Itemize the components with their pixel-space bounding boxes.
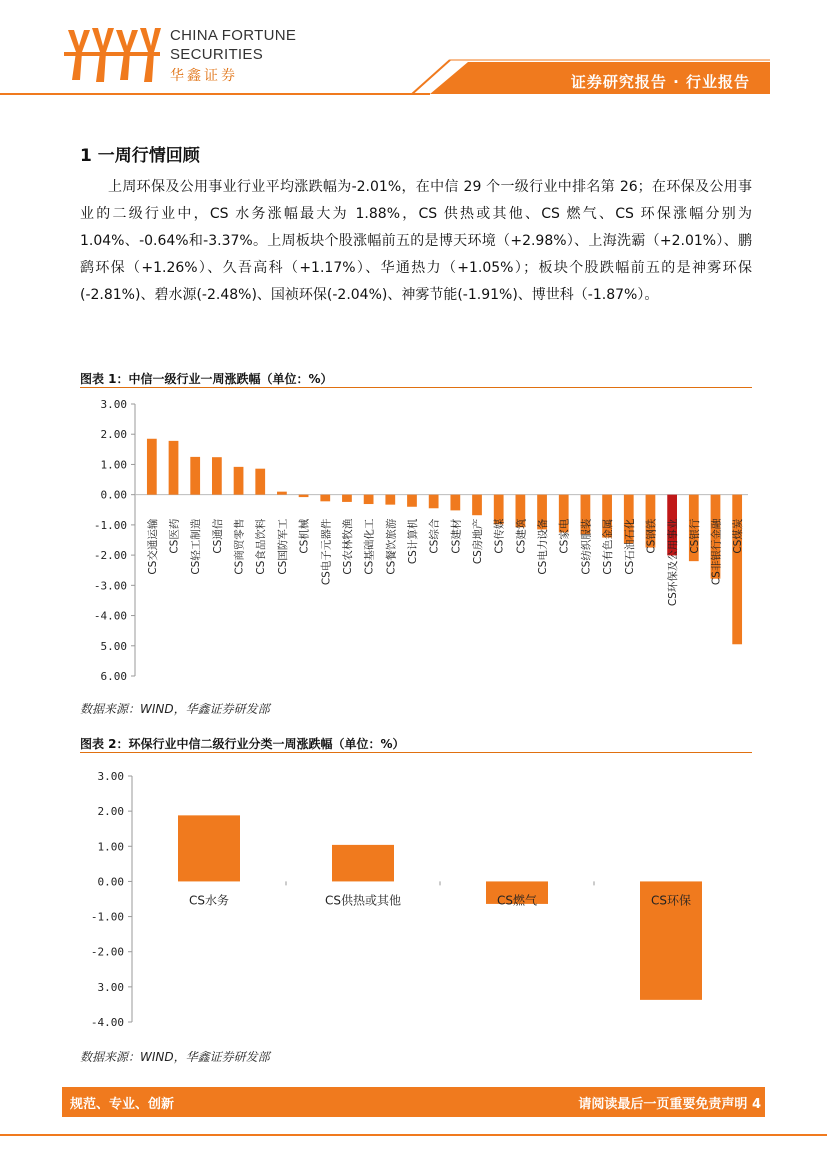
x-tick-label: CS综合 [428, 518, 441, 554]
x-tick-label: CS国防军工 [276, 518, 289, 575]
x-tick-label: CS农林牧渔 [341, 518, 354, 575]
bar [450, 495, 460, 511]
y-tick-label: 1.00 [97, 840, 124, 854]
x-tick-label: CS银行 [688, 518, 701, 554]
bar [277, 492, 287, 495]
bar [255, 469, 265, 495]
industry-weekly-change-chart [80, 392, 752, 692]
x-tick-label: CS传媒 [493, 518, 506, 554]
y-tick-label: 2.00 [100, 428, 127, 442]
summary-paragraph: 上周环保及公用事业行业平均涨跌幅为-2.01%，在中信 29 个一级行业中排名第 26；在环保及公用事业的二级行业中，CS 水务涨幅最大为 1.88%，CS 供热或其他、CS 燃气、CS 环保涨幅分别为 1.04%、-0.64%和-3.37%。上周板块个股涨幅前五的是博天环境（+2.98%）、上海洗霸（+2.01%）、鹏鹞环保（+1.26%）、久吾高科（+1.17%）、华通热力（+1.05%）；板块个股跌幅前五的是神雾环保(-2.81%)、碧水源(-2.48%)、国祯环保(-2.04%)、神雾节能(-1.91%)、博世科（-1.87%）。 [80, 179, 752, 303]
bar [732, 495, 745, 645]
bar [332, 845, 394, 882]
x-tick-label: CS建筑 [515, 518, 528, 554]
x-tick-label: CS燃气 [497, 893, 537, 908]
y-tick-label: -3.00 [93, 579, 127, 593]
figure1-title: 图表 1：中信一级行业一周涨跌幅（单位：%） [80, 372, 333, 386]
x-tick-label: CS钢铁 [645, 518, 658, 554]
bar [429, 495, 439, 509]
y-tick-label: 3.00 [100, 398, 127, 411]
bar [212, 457, 222, 494]
y-tick-label: -4.00 [90, 1016, 124, 1029]
x-tick-label: CS餐饮旅游 [385, 518, 398, 575]
y-tick-label: 3.00 [97, 980, 124, 994]
x-tick-label: CS计算机 [406, 518, 419, 565]
y-tick-label: -1.00 [93, 518, 127, 532]
figure2-title: 图表 2：环保行业中信二级行业分类一周涨跌幅（单位：%） [80, 737, 405, 751]
report-type-label: 证券研究报告 · 行业报告 [570, 73, 750, 91]
y-tick-label: -1.00 [90, 910, 124, 924]
x-tick-label: CS纺织服装 [580, 518, 593, 575]
x-tick-label: CS供热或其他 [325, 893, 401, 908]
logo-cn: 华鑫证券 [170, 67, 238, 83]
x-tick-label: CS食品饮料 [255, 518, 268, 575]
logo-en-line2: SECURITIES [170, 46, 264, 63]
env-subindustry-change-chart [80, 760, 752, 1040]
y-tick-label: -4.00 [93, 609, 127, 623]
figure1-rule [80, 387, 752, 388]
figure2-source: 数据来源：WIND，华鑫证券研发部 [80, 1050, 270, 1064]
x-tick-label: CS交通运输 [146, 518, 159, 575]
bar [234, 467, 244, 495]
bar [472, 495, 482, 516]
x-tick-label: CS非银行金融 [710, 518, 723, 586]
logo-en-line1: CHINA FORTUNE [170, 27, 297, 44]
bar [342, 495, 352, 502]
bar [169, 441, 179, 495]
y-tick-label: 6.00 [100, 670, 127, 683]
x-tick-label: CS家电 [558, 518, 571, 554]
y-tick-label: 0.00 [100, 488, 127, 502]
bar [178, 815, 240, 881]
x-tick-label: CS基础化工 [363, 518, 376, 575]
bar [190, 457, 200, 495]
bar [407, 495, 417, 507]
x-tick-label: CS水务 [189, 893, 229, 908]
x-tick-label: CS轻工制造 [190, 518, 203, 575]
figure2-rule [80, 752, 752, 753]
x-tick-label: CS医药 [168, 518, 181, 554]
footer-slogan: 规范、专业、创新 [70, 1097, 175, 1112]
y-tick-label: 5.00 [100, 639, 127, 653]
x-tick-label: CS环保及公用事业 [667, 518, 680, 607]
y-tick-label: 1.00 [100, 458, 127, 472]
bar [320, 495, 330, 502]
x-tick-label: CS房地产 [472, 518, 485, 565]
footer-disclaimer-note: 请阅读最后一页重要免责声明 4 [578, 1097, 761, 1112]
x-tick-label: CS煤炭 [732, 518, 745, 554]
y-tick-label: -2.00 [93, 549, 127, 563]
x-tick-label: CS机械 [298, 518, 311, 554]
x-tick-label: CS通信 [211, 518, 224, 554]
x-tick-label: CS电力设备 [537, 518, 550, 575]
y-tick-label: 3.00 [97, 770, 124, 783]
x-tick-label: CS有色金属 [602, 518, 615, 575]
bar [385, 495, 395, 505]
x-tick-label: CS商贸零售 [233, 518, 246, 575]
figure1-source: 数据来源：WIND，华鑫证券研发部 [80, 702, 270, 716]
bar [364, 495, 374, 504]
y-tick-label: 2.00 [97, 805, 124, 819]
x-tick-label: CS环保 [651, 893, 691, 908]
section-title: 1 一周行情回顾 [80, 146, 200, 166]
bar [299, 495, 309, 497]
x-tick-label: CS建材 [450, 518, 463, 554]
y-tick-label: -2.00 [90, 945, 124, 959]
x-tick-label: CS石油石化 [623, 518, 636, 575]
x-tick-label: CS电子元器件 [320, 518, 333, 586]
y-tick-label: 0.00 [97, 875, 124, 889]
footer-line [0, 1134, 827, 1136]
bar [147, 439, 157, 495]
